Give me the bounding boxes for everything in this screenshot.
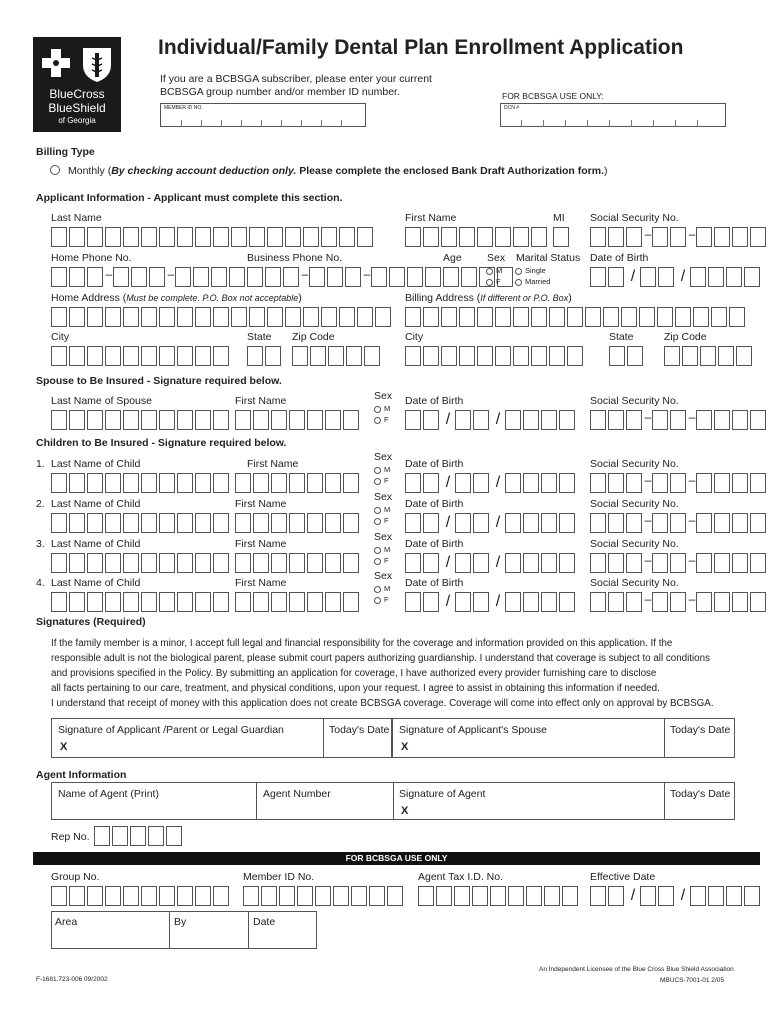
- billing-address-note: If different or P.O. Box: [480, 293, 569, 303]
- rep-no-boxes[interactable]: [94, 826, 184, 846]
- child-dob-label: Date of Birth: [405, 498, 464, 510]
- child-dob-label: Date of Birth: [405, 538, 464, 550]
- spouse-date-label: Today's Date: [670, 724, 731, 736]
- child-ssn-label: Social Security No.: [590, 577, 679, 589]
- applicant-last-name-boxes[interactable]: [51, 227, 375, 247]
- date-label: Date: [253, 916, 276, 928]
- intro-line2: BCBSGA group number and/or member ID number.: [160, 86, 400, 98]
- child-sex-f-option[interactable]: F: [374, 476, 389, 485]
- child-last-name-boxes[interactable]: [51, 513, 231, 533]
- applicant-ssn-boxes[interactable]: – –: [590, 227, 768, 247]
- spouse-sex-m-option[interactable]: M: [374, 404, 390, 413]
- child-number: 2.: [36, 498, 45, 510]
- billing-address-label: Billing Address (If different or P.O. Box): [405, 292, 572, 304]
- state2-boxes[interactable]: [609, 346, 645, 366]
- form-number: F-1681.723-006 09/2002: [36, 976, 108, 983]
- applicant-signature-box[interactable]: [51, 718, 392, 758]
- sex-f-option[interactable]: F: [486, 277, 501, 286]
- licensee-note: An Independent Licensee of the Blue Cross Blue Shield Association: [539, 966, 734, 973]
- spouse-last-name-label: Last Name of Spouse: [51, 395, 152, 407]
- member-id-no-label: Member ID No.: [243, 871, 315, 883]
- state-boxes[interactable]: [247, 346, 283, 366]
- child-sex-f-option[interactable]: F: [374, 595, 389, 604]
- city-label: City: [51, 331, 70, 343]
- child-last-name-boxes[interactable]: [51, 592, 231, 612]
- child-first-name-boxes[interactable]: [235, 592, 361, 612]
- child-first-name-boxes[interactable]: [235, 553, 361, 573]
- terms-line: I understand that receipt of money with this application does not create BCBSGA coverage. Coverage will come into effect only on approval by BCBSGA.: [51, 698, 714, 709]
- effective-date-label: Effective Date: [590, 871, 656, 883]
- spouse-first-name-boxes[interactable]: [235, 410, 361, 430]
- terms-line: and provisions specified in the Policy. By submitting an application for coverage, I have authorized every provider furnishing care to disclose: [51, 668, 657, 679]
- child-sex-m-option[interactable]: M: [374, 584, 390, 593]
- paren-close: ): [604, 165, 608, 177]
- age-boxes[interactable]: [443, 267, 479, 287]
- agent-signature-label: Signature of Agent: [399, 788, 486, 800]
- child-number: 3.: [36, 538, 45, 550]
- child-sex-label: Sex: [374, 531, 393, 543]
- office-area-box[interactable]: [51, 911, 317, 949]
- spouse-ssn-label: Social Security No.: [590, 395, 679, 407]
- child-last-name-label: Last Name of Child: [51, 577, 141, 589]
- married-option[interactable]: Married: [515, 277, 550, 286]
- child-sex-m-option[interactable]: M: [374, 545, 390, 554]
- city2-label: City: [405, 331, 424, 343]
- child-first-name-label: First Name: [235, 538, 287, 550]
- sex-m-option[interactable]: M: [486, 266, 502, 275]
- group-no-boxes[interactable]: [51, 886, 231, 906]
- logo-line2: BlueShield: [48, 101, 106, 115]
- applicant-mi-box[interactable]: [553, 227, 571, 247]
- business-phone-label: Business Phone No.: [247, 252, 343, 264]
- group-no-label: Group No.: [51, 871, 100, 883]
- logo-line1: BlueCross: [49, 87, 105, 101]
- child-number: 4.: [36, 577, 45, 589]
- by-label: By: [174, 916, 187, 928]
- home-phone-boxes[interactable]: – –: [51, 267, 247, 287]
- dcn-label: DCN #: [504, 105, 520, 111]
- spouse-last-name-boxes[interactable]: [51, 410, 231, 430]
- child-last-name-boxes[interactable]: [51, 553, 231, 573]
- member-id-label: MEMBER ID NO.: [164, 105, 203, 111]
- bcbsga-use-bar: FOR BCBSGA USE ONLY: [33, 852, 760, 865]
- single-option[interactable]: Single: [515, 266, 546, 275]
- agent-tax-id-boxes[interactable]: [418, 886, 580, 906]
- child-ssn-label: Social Security No.: [590, 498, 679, 510]
- effective-date-boxes[interactable]: / /: [590, 886, 762, 906]
- children-heading: Children to Be Insured - Signature required below.: [36, 437, 287, 449]
- child-number: 1.: [36, 458, 45, 470]
- home-phone-label: Home Phone No.: [51, 252, 132, 264]
- child-last-name-boxes[interactable]: [51, 473, 231, 493]
- agent-number-label: Agent Number: [263, 788, 331, 800]
- applicant-mi-label: MI: [553, 212, 565, 224]
- child-sex-m-option[interactable]: M: [374, 505, 390, 514]
- logo-line3: of Georgia: [58, 116, 96, 125]
- child-first-name-label: First Name: [235, 577, 287, 589]
- agent-tax-id-label: Agent Tax I.D. No.: [418, 871, 504, 883]
- home-address-note: Must be complete. P.O. Box not acceptable: [126, 293, 299, 303]
- terms-paragraph: [51, 636, 761, 711]
- city-boxes[interactable]: [51, 346, 231, 366]
- applicant-dob-label: Date of Birth: [590, 252, 649, 264]
- child-ssn-boxes[interactable]: – –: [590, 513, 768, 533]
- agent-signature-x: X: [401, 805, 409, 817]
- spouse-dob-label: Date of Birth: [405, 395, 464, 407]
- state2-label: State: [609, 331, 634, 343]
- page-title: Individual/Family Dental Plan Enrollment Application: [158, 36, 684, 59]
- zip-boxes[interactable]: [292, 346, 382, 366]
- intro-line1: If you are a BCBSGA subscriber, please enter your current: [160, 73, 432, 85]
- marital-status-label: Marital Status: [516, 252, 581, 264]
- agent-box[interactable]: [51, 782, 735, 820]
- signatures-heading: Signatures (Required): [36, 616, 146, 628]
- applicant-dob-boxes[interactable]: / /: [590, 267, 762, 287]
- child-first-name-label: First Name: [247, 458, 299, 470]
- agent-heading: Agent Information: [36, 769, 127, 781]
- child-last-name-label: Last Name of Child: [51, 458, 141, 470]
- zip-label: Zip Code: [292, 331, 335, 343]
- footer-code: MBUCS-7001-01 2/05: [660, 977, 724, 984]
- child-ssn-label: Social Security No.: [590, 458, 679, 470]
- child-dob-label: Date of Birth: [405, 577, 464, 589]
- applicant-first-name-label: First Name: [405, 212, 457, 224]
- child-ssn-boxes[interactable]: – –: [590, 473, 768, 493]
- spouse-signature-x: X: [401, 741, 409, 753]
- child-last-name-label: Last Name of Child: [51, 498, 141, 510]
- applicant-heading: Applicant Information - Applicant must complete this section.: [36, 192, 343, 204]
- business-phone-boxes[interactable]: – –: [247, 267, 515, 287]
- bank-draft-note: Please complete the enclosed Bank Draft Authorization form.: [299, 165, 605, 177]
- applicant-signature-label: Signature of Applicant /Parent or Legal Guardian: [58, 724, 284, 736]
- spouse-ssn-boxes[interactable]: – –: [590, 410, 768, 430]
- terms-line: responsible adult is not the biological parent, please submit court papers authorizing guardianship. I understand that coverage is subject to all conditions: [51, 653, 710, 664]
- child-sex-label: Sex: [374, 491, 393, 503]
- child-sex-m-option[interactable]: M: [374, 465, 390, 474]
- spouse-signature-label: Signature of Applicant's Spouse: [399, 724, 547, 736]
- blue-shield-icon: [81, 45, 113, 83]
- zip2-label: Zip Code: [664, 331, 707, 343]
- blue-cross-icon: [41, 47, 71, 81]
- child-ssn-label: Social Security No.: [590, 538, 679, 550]
- child-last-name-label: Last Name of Child: [51, 538, 141, 550]
- zip2-boxes[interactable]: [664, 346, 754, 366]
- child-sex-f-option[interactable]: F: [374, 556, 389, 565]
- child-first-name-boxes[interactable]: [235, 473, 361, 493]
- member-id-no-boxes[interactable]: [243, 886, 405, 906]
- age-label: Age: [443, 252, 462, 264]
- logo: [33, 37, 121, 132]
- applicant-signature-x: X: [60, 741, 68, 753]
- child-ssn-boxes[interactable]: – –: [590, 592, 768, 612]
- child-sex-f-option[interactable]: F: [374, 516, 389, 525]
- child-sex-label: Sex: [374, 570, 393, 582]
- area-label: Area: [55, 916, 78, 928]
- home-address-label: Home Address (Must be complete. P.O. Box not acceptable): [51, 292, 302, 304]
- child-dob-boxes[interactable]: / /: [405, 473, 577, 493]
- spouse-sex-f-option[interactable]: F: [374, 415, 389, 424]
- applicant-last-name-label: Last Name: [51, 212, 102, 224]
- child-ssn-boxes[interactable]: – –: [590, 553, 768, 573]
- child-dob-boxes[interactable]: / /: [405, 513, 577, 533]
- billing-line: [68, 165, 608, 177]
- spouse-signature-box[interactable]: [392, 718, 735, 758]
- paren-open: (: [107, 165, 112, 177]
- monthly-label: Monthly: [68, 165, 105, 177]
- checking-note: By checking account deduction only.: [111, 165, 297, 177]
- child-dob-boxes[interactable]: / /: [405, 553, 577, 573]
- applicant-ssn-label: Social Security No.: [590, 212, 679, 224]
- home-address-boxes[interactable]: [51, 307, 393, 327]
- spouse-sex-label: Sex: [374, 390, 393, 402]
- spouse-first-name-label: First Name: [235, 395, 287, 407]
- spouse-dob-boxes[interactable]: / /: [405, 410, 577, 430]
- terms-line: all facts pertaining to our care, treatment, and physical conditions, upon your request. I agree to assist in obtaining this information if needed.: [51, 683, 660, 694]
- child-dob-boxes[interactable]: / /: [405, 592, 577, 612]
- rep-no-label: Rep No.: [51, 831, 90, 843]
- child-dob-label: Date of Birth: [405, 458, 464, 470]
- member-id-field[interactable]: [160, 103, 366, 127]
- child-first-name-boxes[interactable]: [235, 513, 361, 533]
- state-label: State: [247, 331, 272, 343]
- child-sex-label: Sex: [374, 451, 393, 463]
- applicant-date-label: Today's Date: [329, 724, 390, 736]
- monthly-radio[interactable]: [50, 165, 60, 175]
- agent-date-label: Today's Date: [670, 788, 731, 800]
- billing-heading: Billing Type: [36, 146, 95, 158]
- child-first-name-label: First Name: [235, 498, 287, 510]
- bcbsga-use-label: FOR BCBSGA USE ONLY:: [502, 91, 604, 101]
- billing-address-boxes[interactable]: [405, 307, 747, 327]
- applicant-first-name-boxes[interactable]: [405, 227, 549, 247]
- city2-boxes[interactable]: [405, 346, 585, 366]
- spouse-heading: Spouse to Be Insured - Signature required below.: [36, 375, 282, 387]
- dcn-field[interactable]: [500, 103, 726, 127]
- agent-name-label: Name of Agent (Print): [58, 788, 159, 800]
- terms-line: If the family member is a minor, I accept full legal and financial responsibility for the coverage and information provided on this application. If the: [51, 638, 673, 649]
- sex-label: Sex: [487, 252, 506, 264]
